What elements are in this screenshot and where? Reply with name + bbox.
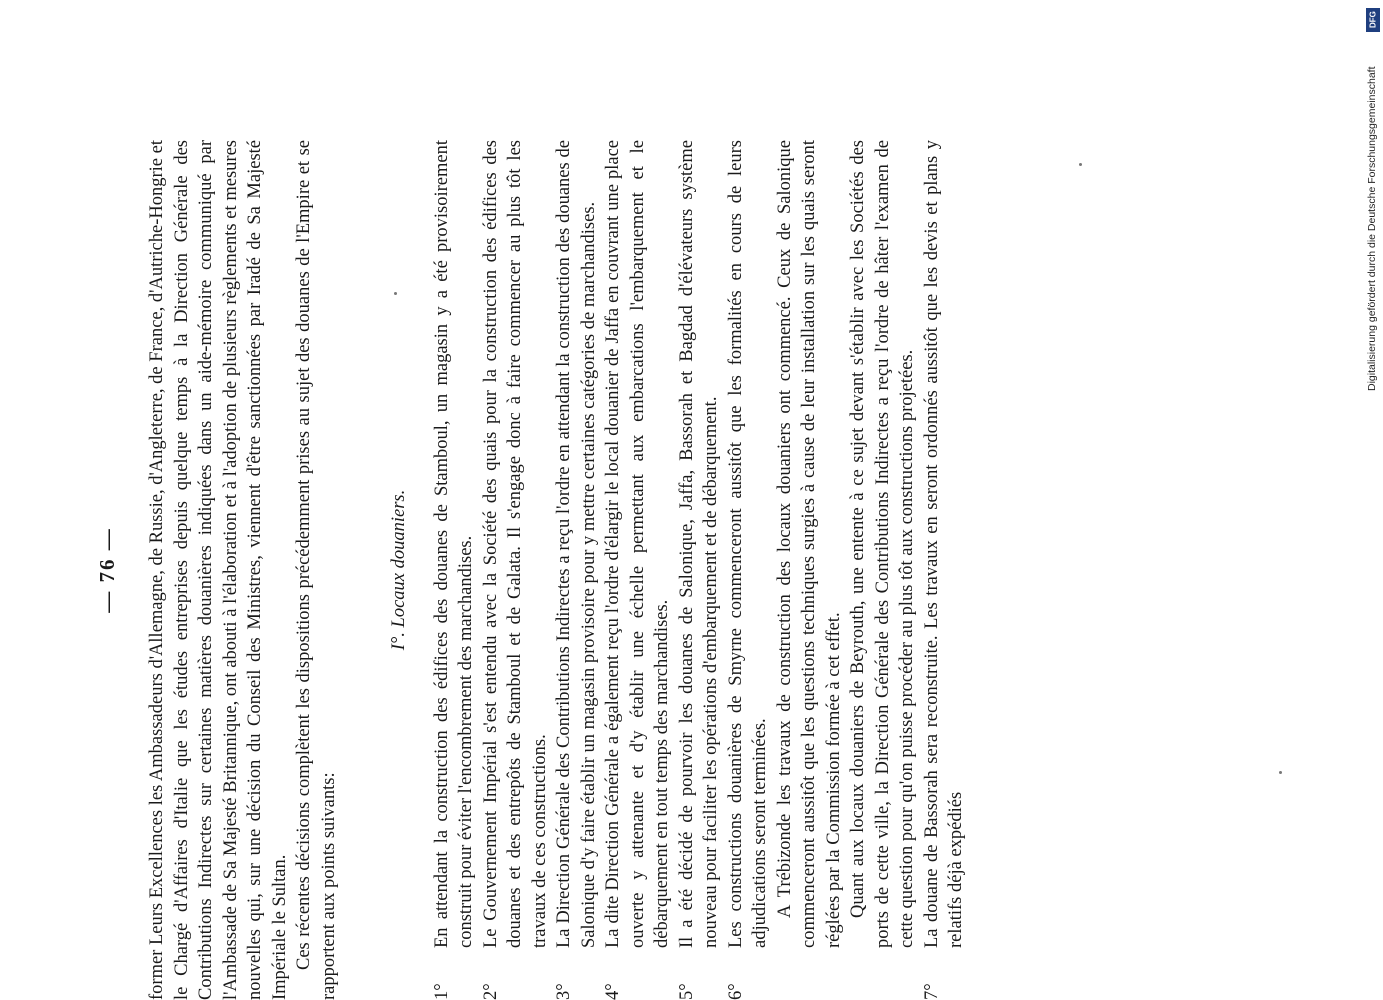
item-number: 1° xyxy=(431,983,452,1000)
list-item xyxy=(430,140,479,1000)
item-number: 4° xyxy=(603,983,623,1000)
item-text: En attendant la construction des édifices des douanes de Stamboul, un magasin y a été provisoirement construit pour éviter l'encombrement des marchandises. xyxy=(431,140,476,948)
second-paragraph: Ces récentes décisions complètent les dispositions précédemment prises au sujet des douanes de l'Empire et se rapportent aux points suivants: xyxy=(294,140,339,1000)
item-number: 7° xyxy=(921,983,942,1000)
dfg-logo: DFG xyxy=(1366,8,1380,32)
digitization-credit: Digitalisierung gefördert durch die Deutsche Forschungsgemeinschaft xyxy=(1366,66,1378,391)
page-number: — 76 — xyxy=(95,527,119,613)
item-text: Il a été décidé de pourvoir les douanes de Salonique, Jaffa, Bassorah et Bagdad d'élévateurs système nouveau pour faciliter les opérations d'embarquement et de débarquement. xyxy=(676,140,721,948)
item-number: 6° xyxy=(725,983,746,1000)
item-text: La douane de Bassorah sera reconstruite. Les travaux en seront ordonnés aussitôt que les devis et plans y relatifs déjà expédiés xyxy=(921,140,966,948)
list-item xyxy=(479,140,553,1000)
list-item xyxy=(675,140,724,1000)
item-number: 2° xyxy=(480,983,501,1000)
list-item xyxy=(724,140,920,1000)
text-block xyxy=(145,140,969,1000)
item-text: Le Gouvernement Impérial s'est entendu avec la Société des quais pour la construction des édifices des douanes et des entrepôts de Stamboul et de Galata. Il s'engage donc à faire commencer au plus tôt les travaux de ces constructions. xyxy=(480,140,550,948)
item-sub-paragraph: Quant aux locaux douaniers de Beyrouth, une entente à ce sujet devant s'établir avec les Sociétés des ports de cette ville, la Direction Générale des Contributions Indirectes a reçu l'ordre de hâter l'examen de cette question pour qu'on puisse procéder au plus tôt aux constructions projetées. xyxy=(848,140,917,948)
document-page xyxy=(95,140,1245,1000)
list-item xyxy=(920,140,969,1000)
item-number: 3° xyxy=(554,983,574,1000)
item-text: La dite Direction Générale a également reçu l'ordre d'élargir le local douanier de Jaffa en couvrant une place ouverte y attenante et d'y établir une échelle permettant aux embarcations l'embarquement et le débarquement en tout temps des marchandises. xyxy=(603,140,672,948)
item-sub-paragraph: A Trébizonde les travaux de construction des locaux douaniers ont commencé. Ceux de Salonique commenceront aussitôt que les questions techniques surgies à cause de leur installation sur les quais seront réglées par la Commission formée à cet effet. xyxy=(774,140,844,948)
scan-speck xyxy=(1079,163,1082,166)
list-item xyxy=(552,140,601,1000)
scan-speck xyxy=(394,292,397,295)
item-text: La Direction Générale des Contributions Indirectes a reçu l'ordre en attendant la construction des douanes de Salonique d'y faire établir un magasin provisoire pour y mettre certaines catégories de marchandises. xyxy=(554,140,599,948)
intro-paragraph: former Leurs Excellences les Ambassadeurs d'Allemagne, de Russie, d'Angleterre, de France, d'Autriche-Hongrie et le Chargé d'Affaires d'Italie que les études entreprises depuis quelque temps à la Direction Générale des Contributions Indirectes sur certaines matières douanières indiquées dans un aide-mémoire communiqué par l'Ambassade de Sa Majesté Britannique, ont abouti à l'élaboration et à l'adoption de plusieurs règlements et mesures nouvelles qui, sur une décision du Conseil des Ministres, viennent d'être sanctionnées par Iradé de Sa Majesté Impériale le Sultan. xyxy=(147,140,290,1000)
item-text: Les constructions douanières de Smyrne commenceront aussitôt que les formalités en cours de leurs adjudications seront terminées. xyxy=(725,140,770,948)
digitization-sidebar xyxy=(1366,8,1380,393)
section-title: I°. Locaux douaniers. xyxy=(389,489,409,651)
list-item xyxy=(601,140,675,1000)
scan-speck xyxy=(1279,771,1282,774)
item-number: 5° xyxy=(676,983,697,1000)
